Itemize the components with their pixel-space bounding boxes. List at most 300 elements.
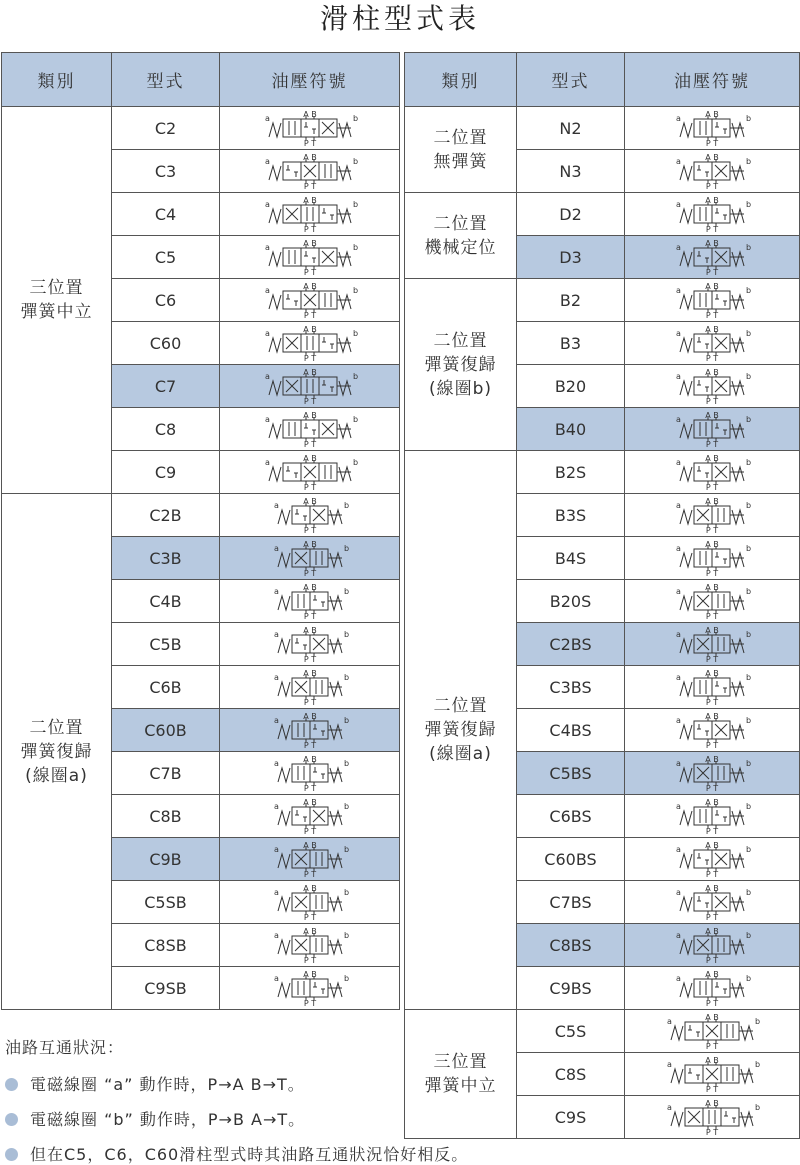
svg-text:b: b xyxy=(343,673,349,682)
svg-text:A B: A B xyxy=(705,368,719,377)
symbol-cell xyxy=(625,150,800,193)
svg-text:A B: A B xyxy=(705,196,719,205)
svg-text:A B: A B xyxy=(302,411,317,420)
valve-symbol-icon xyxy=(255,281,365,319)
svg-text:A B: A B xyxy=(302,540,317,549)
symbol-cell xyxy=(625,709,800,752)
svg-text:a: a xyxy=(273,802,279,811)
model-cell: D2 xyxy=(517,193,625,236)
svg-text:P T: P T xyxy=(705,784,719,792)
svg-text:P T: P T xyxy=(705,440,719,448)
category-label: 彈簧中立 xyxy=(20,302,93,322)
svg-text:A B: A B xyxy=(705,540,719,549)
valve-symbol-icon xyxy=(657,281,767,319)
svg-text:P T: P T xyxy=(705,655,719,663)
svg-text:b: b xyxy=(352,372,358,381)
valve-symbol-icon xyxy=(657,668,767,706)
table-row xyxy=(2,494,400,537)
valve-symbol-icon xyxy=(657,1098,767,1136)
svg-text:b: b xyxy=(343,501,349,510)
model-cell: C8BS xyxy=(517,924,625,967)
symbol-cell xyxy=(220,580,400,623)
valve-symbol-icon xyxy=(657,539,767,577)
category-label: (線圈b) xyxy=(428,378,493,399)
svg-text:b: b xyxy=(343,544,349,553)
valve-symbol-icon xyxy=(255,324,365,362)
svg-text:A B: A B xyxy=(705,325,719,334)
svg-text:A B: A B xyxy=(705,1099,719,1108)
svg-text:b: b xyxy=(352,157,358,166)
valve-symbol-icon xyxy=(255,195,365,233)
svg-text:b: b xyxy=(746,501,752,510)
valve-symbol-icon xyxy=(255,926,365,964)
model-cell: B3 xyxy=(517,322,625,365)
svg-text:A B: A B xyxy=(302,841,317,850)
svg-text:a: a xyxy=(676,802,681,811)
svg-text:A B: A B xyxy=(302,325,317,334)
model-cell: C5SB xyxy=(112,881,220,924)
svg-text:P T: P T xyxy=(705,139,719,147)
valve-symbol-icon xyxy=(657,238,767,276)
valve-symbol-icon xyxy=(657,152,767,190)
category-label: 二位置 xyxy=(29,717,84,738)
svg-text:A B: A B xyxy=(302,110,317,119)
svg-text:A B: A B xyxy=(302,626,317,635)
header-model: 型式 xyxy=(112,53,220,107)
svg-text:P T: P T xyxy=(303,182,316,190)
symbol-cell xyxy=(220,881,400,924)
svg-text:a: a xyxy=(676,587,681,596)
valve-symbol-icon xyxy=(657,453,767,491)
svg-text:a: a xyxy=(273,931,279,940)
symbol-cell xyxy=(220,322,400,365)
valve-symbol-icon xyxy=(255,109,365,147)
svg-text:P T: P T xyxy=(303,913,316,921)
table-header-row xyxy=(405,53,800,107)
svg-text:a: a xyxy=(676,200,681,209)
svg-text:A B: A B xyxy=(302,282,317,291)
category-label: 二位置 xyxy=(433,127,488,148)
category-label: 二位置 xyxy=(433,213,488,234)
svg-text:P T: P T xyxy=(303,956,316,964)
valve-symbol-icon xyxy=(657,496,767,534)
svg-text:a: a xyxy=(667,1017,672,1026)
svg-text:P T: P T xyxy=(705,827,719,835)
category-label: 機械定位 xyxy=(424,237,497,258)
bullet-icon xyxy=(5,1078,18,1091)
symbol-cell xyxy=(220,365,400,408)
model-cell: C4BS xyxy=(517,709,625,752)
svg-text:P T: P T xyxy=(303,999,316,1007)
model-cell: C9SB xyxy=(112,967,220,1010)
svg-text:P T: P T xyxy=(303,741,316,749)
symbol-cell xyxy=(625,666,800,709)
svg-text:a: a xyxy=(273,888,279,897)
svg-text:b: b xyxy=(352,114,358,123)
symbol-cell xyxy=(625,967,800,1010)
svg-text:P T: P T xyxy=(303,827,316,835)
svg-text:b: b xyxy=(343,759,349,768)
model-cell: C5S xyxy=(517,1010,625,1053)
svg-text:b: b xyxy=(746,157,752,166)
valve-symbol-icon xyxy=(657,969,767,1007)
svg-text:a: a xyxy=(264,243,270,252)
category-cell xyxy=(405,451,517,1010)
category-cell xyxy=(405,1010,517,1139)
svg-text:P T: P T xyxy=(705,311,719,319)
svg-text:a: a xyxy=(676,458,681,467)
model-cell: C60B xyxy=(112,709,220,752)
svg-text:P T: P T xyxy=(705,483,719,491)
svg-text:A B: A B xyxy=(302,798,317,807)
svg-text:P T: P T xyxy=(303,784,316,792)
svg-text:A B: A B xyxy=(705,110,719,119)
model-cell: C3B xyxy=(112,537,220,580)
svg-text:P T: P T xyxy=(705,698,719,706)
svg-text:P T: P T xyxy=(705,1128,719,1136)
svg-text:P T: P T xyxy=(303,483,316,491)
table-row xyxy=(405,1010,800,1053)
svg-text:b: b xyxy=(343,716,349,725)
symbol-cell xyxy=(625,623,800,666)
model-cell: C8S xyxy=(517,1053,625,1096)
model-cell: C4B xyxy=(112,580,220,623)
symbol-cell xyxy=(220,752,400,795)
svg-text:a: a xyxy=(264,372,270,381)
svg-text:a: a xyxy=(273,501,279,510)
svg-text:P T: P T xyxy=(705,870,719,878)
category-label: 彈簧復歸 xyxy=(424,720,497,740)
svg-text:b: b xyxy=(746,759,752,768)
svg-text:a: a xyxy=(676,157,681,166)
svg-text:a: a xyxy=(676,114,681,123)
valve-symbol-icon xyxy=(255,668,365,706)
note-text: 但在C5，C6，C60滑柱型式時其油路互通狀況恰好相反。 xyxy=(30,1145,469,1164)
symbol-cell xyxy=(220,666,400,709)
model-cell: C8SB xyxy=(112,924,220,967)
svg-text:A B: A B xyxy=(705,411,719,420)
svg-text:a: a xyxy=(264,114,270,123)
svg-text:A B: A B xyxy=(302,669,317,678)
valve-symbol-icon xyxy=(255,754,365,792)
svg-text:P T: P T xyxy=(705,1085,719,1093)
table-row xyxy=(2,107,400,150)
svg-text:A B: A B xyxy=(302,970,317,979)
svg-text:a: a xyxy=(676,329,681,338)
valve-symbol-icon xyxy=(255,238,365,276)
symbol-cell xyxy=(220,709,400,752)
svg-text:b: b xyxy=(343,974,349,983)
svg-text:A B: A B xyxy=(302,712,317,721)
svg-text:a: a xyxy=(676,716,681,725)
spool-table-right xyxy=(404,52,800,1139)
svg-text:a: a xyxy=(273,716,279,725)
symbol-cell xyxy=(625,1096,800,1139)
svg-text:P T: P T xyxy=(303,225,316,233)
model-cell: C4 xyxy=(112,193,220,236)
model-cell: C6B xyxy=(112,666,220,709)
svg-text:A B: A B xyxy=(302,153,317,162)
svg-text:A B: A B xyxy=(705,970,719,979)
notes-heading: 油路互通狀況： xyxy=(5,1038,125,1057)
symbol-cell xyxy=(220,150,400,193)
valve-symbol-icon xyxy=(255,711,365,749)
model-cell: C5 xyxy=(112,236,220,279)
symbol-cell xyxy=(625,107,800,150)
model-cell: C9S xyxy=(517,1096,625,1139)
header-model: 型式 xyxy=(517,53,625,107)
valve-symbol-icon xyxy=(255,367,365,405)
svg-text:P T: P T xyxy=(303,569,316,577)
valve-symbol-icon xyxy=(657,926,767,964)
svg-text:A B: A B xyxy=(705,626,719,635)
valve-symbol-icon xyxy=(255,582,365,620)
svg-text:a: a xyxy=(676,845,681,854)
category-cell xyxy=(405,279,517,451)
svg-text:P T: P T xyxy=(303,397,316,405)
svg-text:a: a xyxy=(676,415,681,424)
model-cell: C7B xyxy=(112,752,220,795)
svg-text:b: b xyxy=(343,931,349,940)
valve-symbol-icon xyxy=(255,883,365,921)
valve-symbol-icon xyxy=(657,625,767,663)
svg-text:b: b xyxy=(746,243,752,252)
symbol-cell xyxy=(220,838,400,881)
model-cell: C2B xyxy=(112,494,220,537)
svg-text:a: a xyxy=(273,673,279,682)
svg-text:a: a xyxy=(676,759,681,768)
svg-text:b: b xyxy=(746,544,752,553)
model-cell: C5B xyxy=(112,623,220,666)
svg-text:A B: A B xyxy=(302,583,317,592)
symbol-cell xyxy=(625,279,800,322)
svg-text:a: a xyxy=(676,544,681,553)
svg-text:A B: A B xyxy=(705,1013,719,1022)
svg-text:P T: P T xyxy=(705,913,719,921)
symbol-cell xyxy=(625,236,800,279)
symbol-cell xyxy=(625,451,800,494)
svg-text:a: a xyxy=(264,415,270,424)
svg-text:b: b xyxy=(352,329,358,338)
category-label: 二位置 xyxy=(433,696,488,716)
svg-text:P T: P T xyxy=(705,354,719,362)
note-text: 電磁線圈 “b” 動作時，P→B A→T。 xyxy=(30,1110,306,1129)
valve-symbol-icon xyxy=(255,969,365,1007)
svg-text:A B: A B xyxy=(302,454,317,463)
valve-symbol-icon xyxy=(255,539,365,577)
svg-text:b: b xyxy=(343,587,349,596)
symbol-cell xyxy=(625,881,800,924)
model-cell: C8 xyxy=(112,408,220,451)
svg-text:b: b xyxy=(746,802,752,811)
model-cell: N3 xyxy=(517,150,625,193)
spool-table-left xyxy=(1,52,400,1010)
valve-symbol-icon xyxy=(657,1012,767,1050)
model-cell: D3 xyxy=(517,236,625,279)
header-symbol: 油壓符號 xyxy=(625,53,800,107)
model-cell: B3S xyxy=(517,494,625,537)
category-cell xyxy=(2,107,112,494)
svg-text:P T: P T xyxy=(303,139,316,147)
model-cell: C6 xyxy=(112,279,220,322)
valve-symbol-icon xyxy=(255,840,365,878)
svg-text:b: b xyxy=(746,329,752,338)
symbol-cell xyxy=(625,1053,800,1096)
svg-text:b: b xyxy=(343,845,349,854)
svg-text:A B: A B xyxy=(705,798,719,807)
svg-text:b: b xyxy=(746,372,752,381)
svg-text:a: a xyxy=(273,759,279,768)
svg-text:A B: A B xyxy=(705,583,719,592)
svg-text:P T: P T xyxy=(705,397,719,405)
symbol-cell xyxy=(625,408,800,451)
model-cell: B20 xyxy=(517,365,625,408)
symbol-cell xyxy=(220,795,400,838)
svg-text:b: b xyxy=(352,286,358,295)
valve-symbol-icon xyxy=(657,582,767,620)
svg-text:b: b xyxy=(746,630,752,639)
category-cell xyxy=(2,494,112,1010)
category-label: 三位置 xyxy=(29,278,84,298)
model-cell: B4S xyxy=(517,537,625,580)
symbol-cell xyxy=(220,107,400,150)
symbol-cell xyxy=(625,795,800,838)
valve-symbol-icon xyxy=(657,840,767,878)
svg-text:A B: A B xyxy=(705,239,719,248)
page-title: 滑柱型式表 xyxy=(319,2,480,35)
category-cell xyxy=(405,193,517,279)
svg-text:a: a xyxy=(273,630,279,639)
valve-symbol-icon xyxy=(255,496,365,534)
category-label: (線圈a) xyxy=(25,765,88,786)
model-cell: C7BS xyxy=(517,881,625,924)
symbol-cell xyxy=(625,580,800,623)
svg-text:a: a xyxy=(676,974,681,983)
model-cell: B2S xyxy=(517,451,625,494)
model-cell: C60BS xyxy=(517,838,625,881)
svg-text:b: b xyxy=(746,974,752,983)
category-label: 無彈簧 xyxy=(433,151,488,172)
symbol-cell xyxy=(625,924,800,967)
category-label: 三位置 xyxy=(433,1052,488,1072)
model-cell: C8B xyxy=(112,795,220,838)
svg-text:A B: A B xyxy=(302,497,317,506)
symbol-cell xyxy=(220,967,400,1010)
valve-symbol-icon xyxy=(255,152,365,190)
svg-text:P T: P T xyxy=(303,698,316,706)
model-cell: C3BS xyxy=(517,666,625,709)
svg-text:b: b xyxy=(755,1060,761,1069)
svg-text:b: b xyxy=(746,673,752,682)
svg-text:A B: A B xyxy=(302,755,317,764)
svg-text:P T: P T xyxy=(705,999,719,1007)
valve-symbol-icon xyxy=(657,797,767,835)
symbol-cell xyxy=(625,494,800,537)
svg-text:b: b xyxy=(755,1017,761,1026)
svg-text:P T: P T xyxy=(705,1042,719,1050)
valve-symbol-icon xyxy=(657,109,767,147)
svg-text:b: b xyxy=(352,458,358,467)
header-symbol: 油壓符號 xyxy=(220,53,400,107)
svg-text:a: a xyxy=(264,157,270,166)
svg-text:b: b xyxy=(746,587,752,596)
valve-symbol-icon xyxy=(657,324,767,362)
svg-text:A B: A B xyxy=(302,927,317,936)
svg-text:A B: A B xyxy=(705,712,719,721)
note-item xyxy=(5,1072,305,1095)
model-cell: C6BS xyxy=(517,795,625,838)
svg-text:a: a xyxy=(676,372,681,381)
category-label: 彈簧復歸 xyxy=(20,741,93,762)
valve-symbol-icon xyxy=(657,410,767,448)
model-cell: B20S xyxy=(517,580,625,623)
symbol-cell xyxy=(220,451,400,494)
svg-text:P T: P T xyxy=(303,440,316,448)
svg-text:a: a xyxy=(667,1060,672,1069)
svg-text:b: b xyxy=(352,200,358,209)
category-cell xyxy=(405,107,517,193)
svg-text:a: a xyxy=(676,630,681,639)
svg-text:b: b xyxy=(746,888,752,897)
model-cell: C9 xyxy=(112,451,220,494)
valve-symbol-icon xyxy=(657,195,767,233)
valve-symbol-icon xyxy=(657,883,767,921)
note-item xyxy=(5,1142,468,1165)
model-cell: C3 xyxy=(112,150,220,193)
svg-text:a: a xyxy=(264,286,270,295)
svg-text:a: a xyxy=(676,501,681,510)
svg-text:b: b xyxy=(343,802,349,811)
valve-symbol-icon xyxy=(657,754,767,792)
symbol-cell xyxy=(625,193,800,236)
svg-text:A B: A B xyxy=(302,239,317,248)
model-cell: C2 xyxy=(112,107,220,150)
svg-text:P T: P T xyxy=(303,354,316,362)
valve-symbol-icon xyxy=(657,367,767,405)
table-row xyxy=(405,193,800,236)
valve-symbol-icon xyxy=(657,711,767,749)
symbol-cell xyxy=(220,924,400,967)
note-item xyxy=(5,1107,305,1130)
svg-text:A B: A B xyxy=(705,884,719,893)
svg-text:A B: A B xyxy=(705,669,719,678)
model-cell: B2 xyxy=(517,279,625,322)
svg-text:A B: A B xyxy=(705,755,719,764)
svg-text:a: a xyxy=(667,1103,672,1112)
svg-text:A B: A B xyxy=(302,196,317,205)
table-row xyxy=(405,451,800,494)
svg-text:b: b xyxy=(746,845,752,854)
svg-text:A B: A B xyxy=(302,368,317,377)
svg-text:P T: P T xyxy=(303,870,316,878)
svg-text:a: a xyxy=(264,458,270,467)
svg-text:a: a xyxy=(676,888,681,897)
category-label: (線圈a) xyxy=(429,744,492,764)
svg-text:a: a xyxy=(676,931,681,940)
valve-symbol-icon xyxy=(255,625,365,663)
symbol-cell xyxy=(220,494,400,537)
svg-text:a: a xyxy=(676,243,681,252)
svg-text:b: b xyxy=(746,458,752,467)
symbol-cell xyxy=(625,752,800,795)
svg-text:a: a xyxy=(264,329,270,338)
svg-text:a: a xyxy=(273,587,279,596)
valve-symbol-icon xyxy=(255,453,365,491)
symbol-cell xyxy=(625,322,800,365)
symbol-cell xyxy=(625,1010,800,1053)
svg-text:P T: P T xyxy=(303,268,316,276)
symbol-cell xyxy=(625,838,800,881)
